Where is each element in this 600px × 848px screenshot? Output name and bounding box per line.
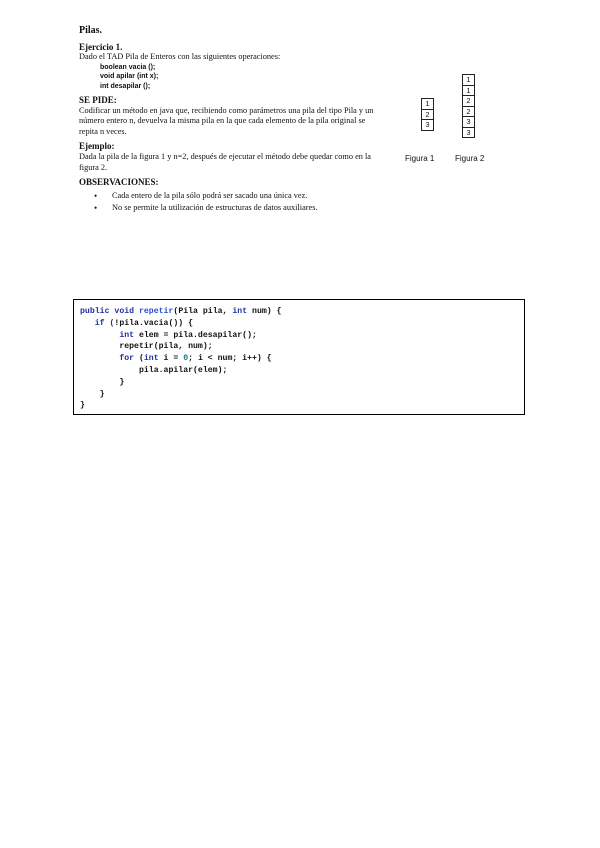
observations-list [79, 190, 379, 215]
observations-heading: OBSERVACIONES: [79, 177, 159, 188]
code-line-6 [80, 365, 518, 377]
code-text: repetir(pila, num); [119, 342, 213, 352]
exercise-document [79, 26, 379, 215]
stack-cell: 3 [462, 116, 475, 128]
stack-cell: 3 [421, 119, 434, 131]
stack-cell: 2 [421, 109, 434, 121]
figure-2-stack [462, 74, 475, 138]
code-text: ; i < num; i++) { [188, 354, 272, 364]
code-line-4 [80, 341, 518, 353]
keyword: void [114, 307, 135, 316]
code-line-7 [80, 377, 518, 389]
keyword: int [119, 330, 135, 340]
param-type: Pila [178, 307, 198, 316]
code-block [73, 299, 525, 415]
code-line-1: public void repetir(Pila pila, int num) { [80, 307, 282, 316]
number-literal: 0 [183, 354, 189, 364]
keyword: public [80, 307, 110, 316]
keyword: int [143, 354, 159, 364]
code-line-9 [80, 400, 518, 412]
param-name: pila [202, 307, 223, 316]
stack-cell: 2 [462, 95, 475, 107]
stack-cell: 1 [421, 98, 434, 110]
figure-2-caption: Figura 2 [455, 154, 485, 163]
code-text: } [99, 389, 105, 399]
example-heading: Ejemplo: [79, 141, 115, 152]
method-name: repetir [138, 307, 174, 316]
code-line-2 [80, 318, 518, 330]
keyword: int [232, 307, 248, 316]
page-title: Pilas. [79, 25, 103, 36]
stack-cell: 1 [462, 74, 475, 86]
param-name: num [252, 307, 267, 316]
example-text: Dada la pila de la figura 1 y n=2, después de ejecutar el método debe quedar como en la figura 2. [79, 151, 371, 172]
code-line-3 [80, 330, 518, 342]
code-text: pila.apilar(elem); [138, 365, 228, 375]
observation-item: • No se permite la utilización de estructuras de datos auxiliares. [79, 202, 379, 215]
operations-list [79, 63, 379, 91]
operation-item: boolean vacia (); [100, 63, 156, 71]
code-text: } [119, 377, 125, 387]
code-text: elem = pila.desapilar(); [134, 330, 257, 340]
task-text: Codificar un método en java que, recibiendo como parámetros una pila del tipo Pila y un número entero n, devuelva la misma pila en la que cada elemento de la pila original se repita n veces. [79, 105, 374, 136]
figure-1-stack [421, 98, 434, 131]
code-text: !pila.vacia()) { [114, 318, 194, 328]
operation-item: int desapilar (); [100, 82, 151, 90]
code-line-8 [80, 389, 518, 401]
code-text: } [80, 401, 85, 411]
keyword: for [119, 354, 135, 364]
figures [400, 74, 500, 169]
code-line-5: for (int i = 0; i < num; i++) { [119, 354, 272, 364]
intro-text: Dado el TAD Pila de Enteros con las siguientes operaciones: [79, 52, 281, 62]
figure-1-caption: Figura 1 [405, 154, 435, 163]
keyword: if ( [80, 318, 115, 328]
observation-item: • Cada entero de la pila sólo podrá ser sacado una única vez. [79, 190, 379, 203]
stack-cell: 1 [462, 85, 475, 97]
task-heading: SE PIDE: [79, 95, 117, 105]
operation-item: void apilar (int x); [100, 73, 159, 81]
stack-cell: 2 [462, 106, 475, 118]
exercise-heading: Ejercicio 1. [79, 41, 123, 52]
stack-cell: 3 [462, 127, 475, 139]
